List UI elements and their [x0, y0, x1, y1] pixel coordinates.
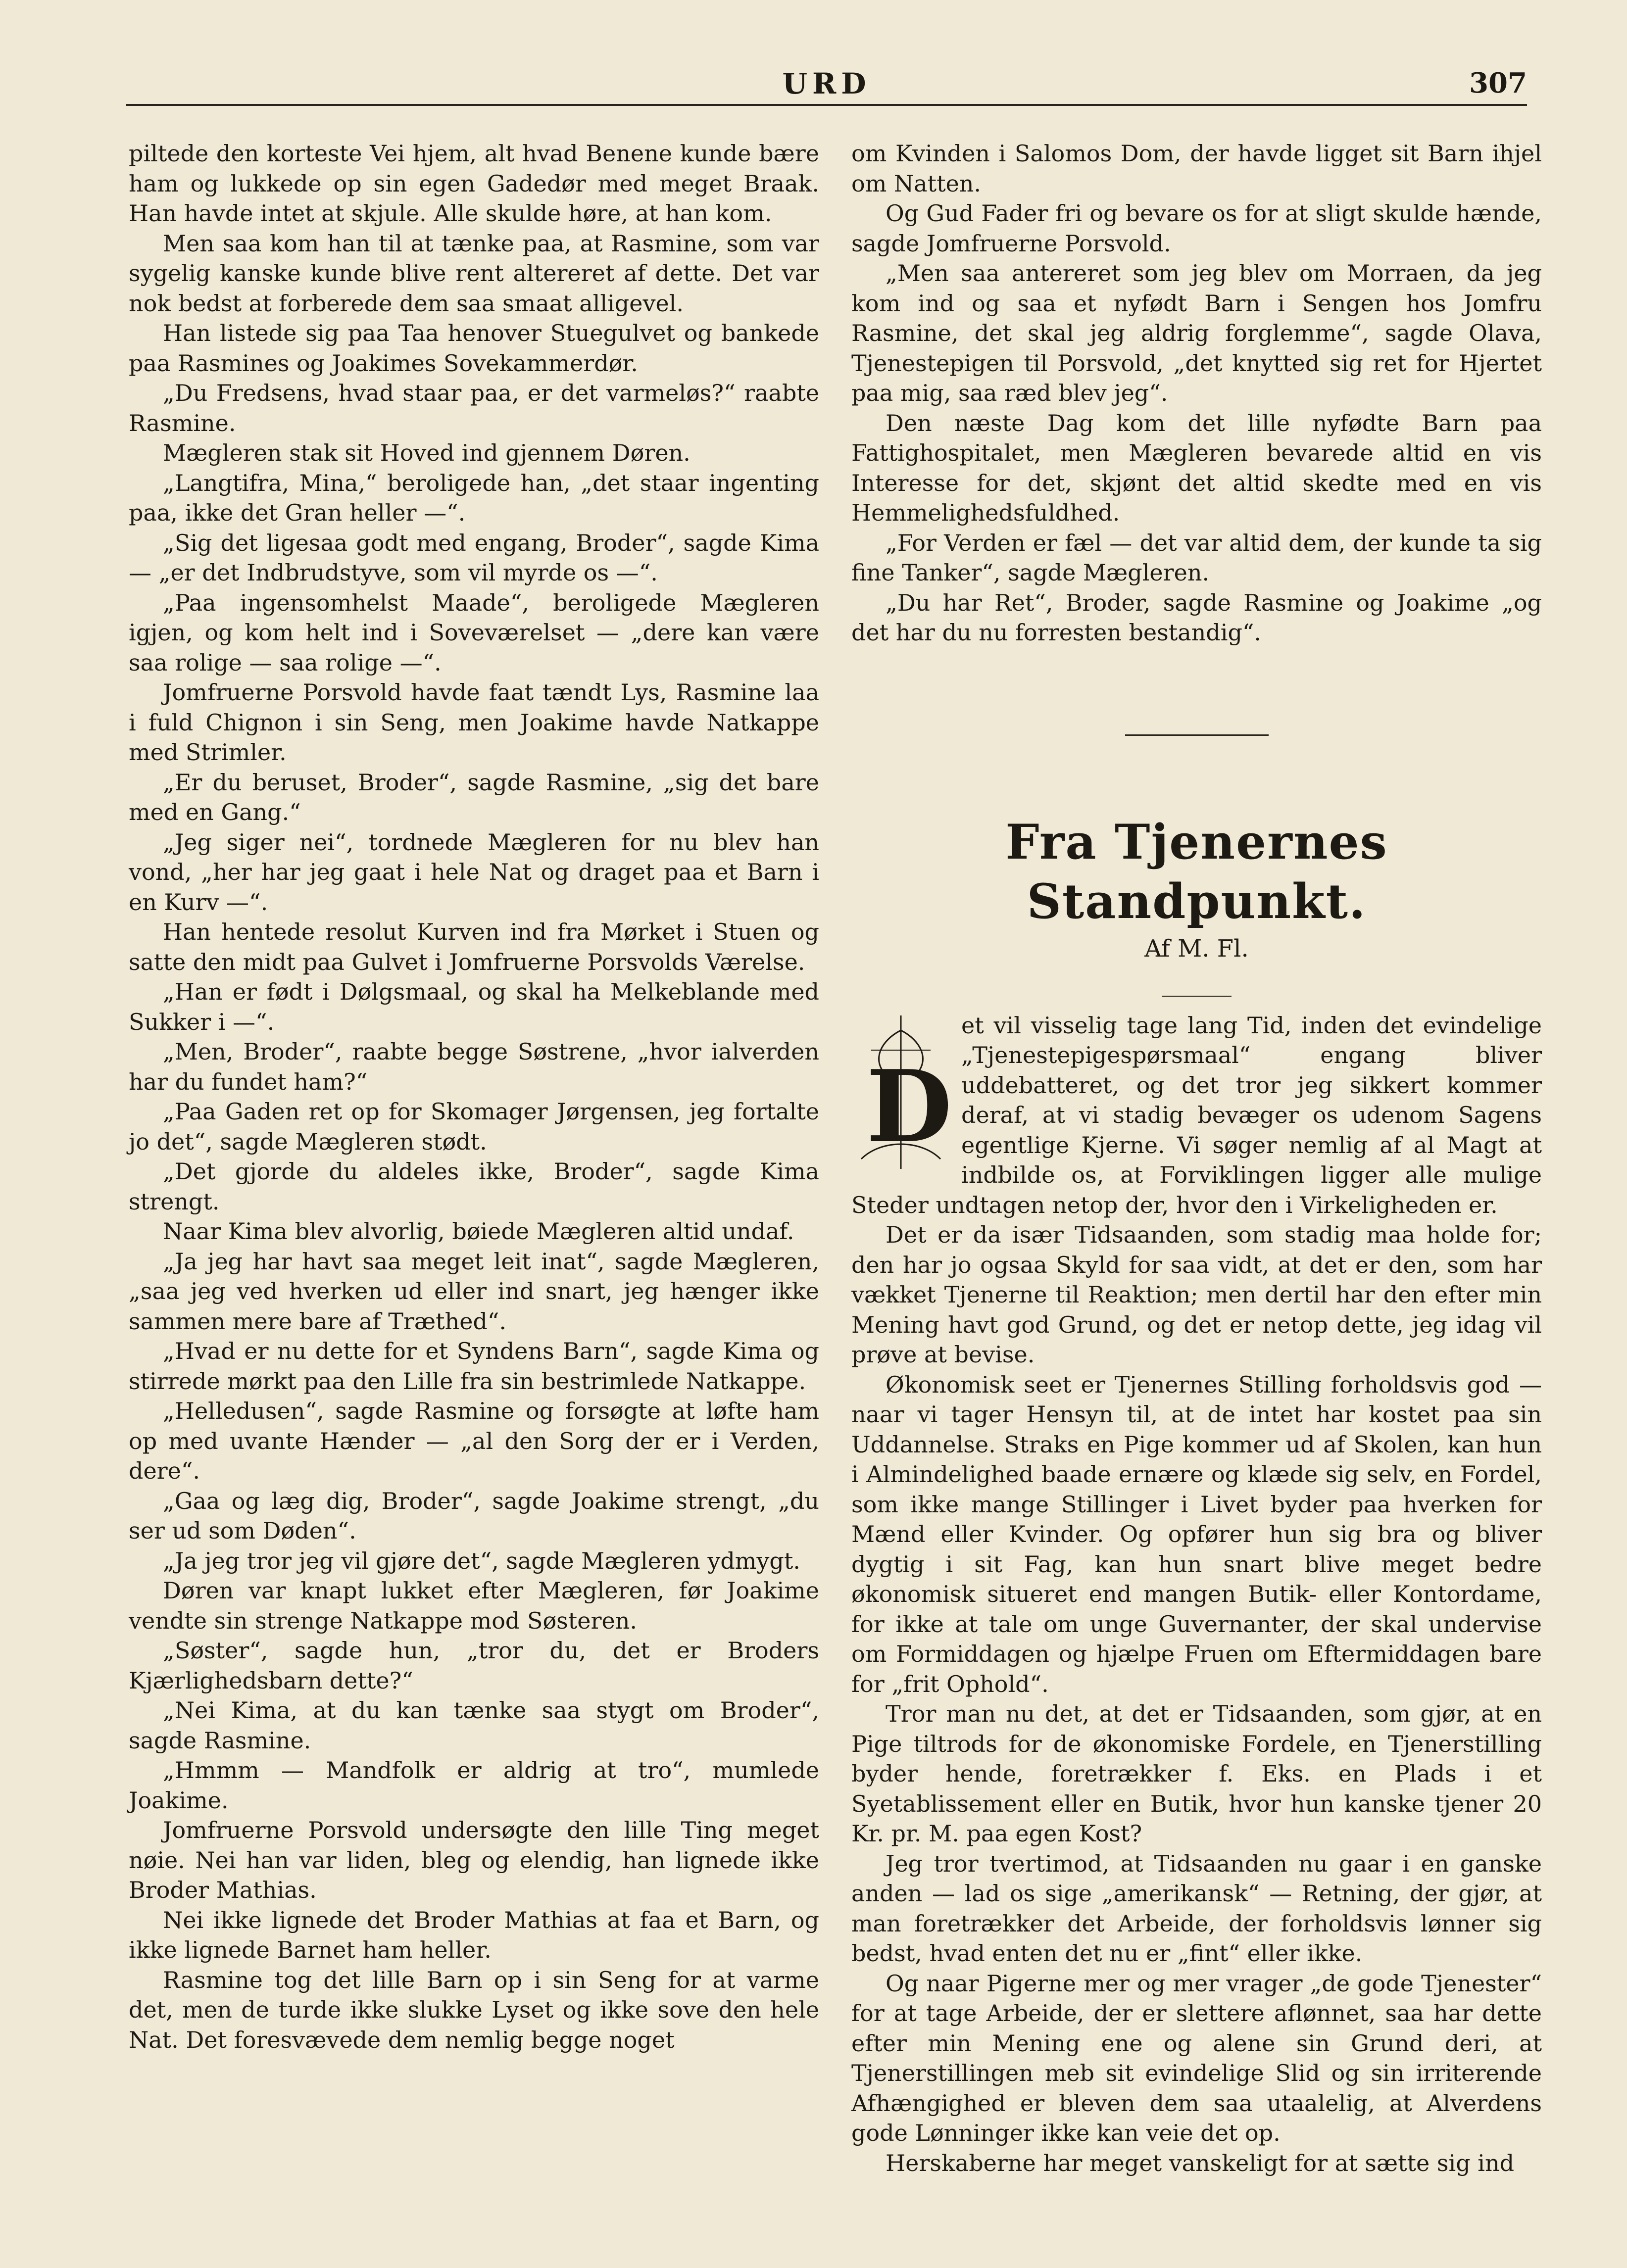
dropcap-ornament	[851, 1011, 950, 1174]
article-byline: Af M. Fl.	[1144, 934, 1249, 963]
paragraph: piltede den korteste Vei hjem, alt hvad Benene kunde bære ham og lukkede op sin egen Gadedør med meget Braak. Han havde intet at skjule. Alle skulde høre, at han kom.	[129, 140, 819, 227]
paragraph: „Paa ingensomhelst Maade“, beroligede Mægleren igjen, og kom helt ind i Soveværelset — „dere kan være saa rolige — saa rolige —“.	[129, 589, 819, 676]
paragraph: „Du Fredsens, hvad staar paa, er det varmeløs?“ raabte Rasmine.	[129, 380, 819, 436]
paragraph: et vil visselig tage lang Tid, inden det evindelige „Tjenestepigespørsmaal“ engang bliver uddebatteret, og det tror jeg sikkert kommer deraf, at vi stadig bevæger os udenom Sagens egentlige Kjerne. Vi søger nemlig af al Magt at indbilde os, at Forviklingen ligger alle mulige Steder undtagen netop der, hvor den i Virkeligheden er.	[851, 1012, 1542, 1218]
paragraph: Herskaberne har meget vanskeligt for at sætte sig ind	[886, 2149, 1515, 2176]
paragraph: Naar Kima blev alvorlig, bøiede Mægleren altid undaf.	[163, 1218, 794, 1245]
paragraph: Og naar Pigerne mer og mer vrager „de gode Tjenester“ for at tage Arbeide, der er slettere aflønnet, saa har dette efter min Mening ene og alene sin Grund deri, at Tjenerstillingen meb sit evindelige Slid og sin irriterende Afhængighed er bleven dem saa utaalelig, at Alverdens gode Lønninger ikke kan veie det op.	[851, 1970, 1542, 2146]
paragraph: Jomfruerne Porsvold undersøgte den lille Ting meget nøie. Nei han var liden, bleg og elendig, han lignede ikke Broder Mathias.	[129, 1817, 819, 1903]
paragraph: Døren var knapt lukket efter Mægleren, før Joakime vendte sin strenge Natkappe mod Søsteren.	[129, 1577, 819, 1634]
running-title: URD	[782, 67, 871, 100]
paragraph: „Er du beruset, Broder“, sagde Rasmine, „sig det bare med en Gang.“	[129, 769, 819, 825]
paragraph: Jomfruerne Porsvold havde faat tændt Lys, Rasmine laa i fuld Chignon i sin Seng, men Joakime havde Natkappe med Strimler.	[129, 679, 819, 766]
paragraph: Og Gud Fader fri og bevare os for at sligt skulde hænde, sagde Jomfruerne Porsvold.	[851, 200, 1542, 257]
right-column	[851, 139, 1542, 2178]
story-ending	[851, 139, 1542, 648]
paragraph: „For Verden er fæl — det var altid dem, der kunde ta sig fine Tanker“, sagde Mægleren.	[851, 529, 1542, 586]
dropcap-letter: D	[866, 1048, 952, 1165]
paragraph: Han hentede resolut Kurven ind fra Mørket i Stuen og satte den midt paa Gulvet i Jomfruerne Porsvolds Værelse.	[129, 918, 819, 975]
paragraph: „Gaa og læg dig, Broder“, sagde Joakime strengt, „du ser ud som Døden“.	[129, 1487, 819, 1544]
article-title: Fra Tjenernes Standpunkt.	[1005, 814, 1388, 929]
paragraph: Jeg tror tvertimod, at Tidsaanden nu gaar i en ganske anden — lad os sige „amerikansk“ — Retning, der gjør, at man foretrækker det Arbeide, der forholdsvis lønner sig bedst, hvad enten det nu er „fint“ eller ikke.	[851, 1850, 1542, 1967]
paragraph: „Du har Ret“, Broder, sagde Rasmine og Joakime „og det har du nu forresten bestandig“.	[851, 589, 1542, 646]
page-header	[126, 62, 1527, 106]
paragraph: „Det gjorde du aldeles ikke, Broder“, sagde Kima strengt.	[129, 1158, 819, 1215]
paragraph: „Hmmm — Mandfolk er aldrig at tro“, mumlede Joakime.	[129, 1757, 819, 1814]
left-column	[129, 139, 819, 2055]
paragraph: „Nei Kima, at du kan tænke saa stygt om Broder“, sagde Rasmine.	[129, 1697, 819, 1754]
paragraph: „Men saa antereret som jeg blev om Morraen, da jeg kom ind og saa et nyfødt Barn i Sengen hos Jomfru Rasmine, det skal jeg aldrig forglemme“, sagde Olava, Tjenestepigen til Porsvold, „det knytted sig ret for Hjertet paa mig, saa ræd blev jeg“.	[851, 260, 1542, 406]
paragraph: Han listede sig paa Taa henover Stuegulvet og bankede paa Rasmines og Joakimes Sovekammerdør.	[129, 320, 819, 377]
paragraph: Den næste Dag kom det lille nyfødte Barn paa Fattighospitalet, men Mægleren bevarede altid en vis Interesse for det, skjønt det altid skedte med en vis Hemmelighedsfuldhed.	[851, 409, 1542, 526]
paragraph: „Sig det ligesaa godt med engang, Broder“, sagde Kima — „er det Indbrudstyve, som vil myrde os —“.	[129, 529, 819, 586]
paragraph: „Langtifra, Mina,“ beroligede han, „det staar ingenting paa, ikke det Gran heller —“.	[129, 469, 819, 526]
paragraph: Økonomisk seet er Tjenernes Stilling forholdsvis god — naar vi tager Hensyn til, at de intet har kostet paa sin Uddannelse. Straks en Pige kommer ud af Skolen, kan hun i Almindelighed baade ernære og klæde sig selv, en Fordel, som ikke mange Stillinger i Livet byder paa hverken for Mænd eller Kvinder. Og opfører hun sig bra og bliver dygtig i sit Fag, kan hun snart blive meget bedre økonomisk situeret end mangen Butik- eller Kontordame, for ikke at tale om unge Guvernanter, der skal undervise om Formiddagen og hjælpe Fruen om Eftermiddagen bare for „frit Ophold“.	[851, 1371, 1542, 1697]
paragraph: Men saa kom han til at tænke paa, at Rasmine, som var sygelig kanske kunde blive rent altereret af dette. Det var nok bedst at forberede dem saa smaat alligevel.	[129, 230, 819, 317]
paragraph: „Han er født i Dølgsmaal, og skal ha Melkeblande med Sukker i —“.	[129, 978, 819, 1035]
paragraph: „Ja jeg har havt saa meget leit inat“, sagde Mægleren, „saa jeg ved hverken ud eller ind snart, jeg hænger ikke sammen mere bare af Træthed“.	[129, 1248, 819, 1335]
paragraph: „Men, Broder“, raabte begge Søstrene, „hvor ialverden har du fundet ham?“	[129, 1038, 819, 1095]
paragraph: „Hvad er nu dette for et Syndens Barn“, sagde Kima og stirrede mørkt paa den Lille fra sin bestrimlede Natkappe.	[129, 1338, 819, 1395]
paragraph: „Helledusen“, sagde Rasmine og forsøgte at løfte ham op med uvante Hænder — „al den Sorg der er i Verden, dere“.	[129, 1398, 819, 1484]
paragraph: Nei ikke lignede det Broder Mathias at faa et Barn, og ikke lignede Barnet ham heller.	[129, 1906, 819, 1963]
page-number: 307	[1469, 67, 1527, 99]
paragraph: Rasmine tog det lille Barn op i sin Seng for at varme det, men de turde ikke slukke Lyset og ikke sove den hele Nat. Det foresvævede dem nemlig begge noget	[129, 1966, 819, 2053]
paragraph: Tror man nu det, at det er Tidsaanden, som gjør, at en Pige tiltrods for de økonomiske Fordele, en Tjenerstilling byder hende, foretrækker f. Eks. en Plads i et Syetablissement eller en Butik, hvor hun kanske tjener 20 Kr. pr. M. paa egen Kost?	[851, 1700, 1542, 1847]
header-rule	[126, 104, 1527, 106]
paragraph: Mægleren stak sit Hoved ind gjennem Døren.	[163, 439, 690, 466]
paragraph: om Kvinden i Salomos Dom, der havde ligget sit Barn ihjel om Natten.	[851, 140, 1542, 197]
paragraph: „Paa Gaden ret op for Skomager Jørgensen, jeg fortalte jo det“, sagde Mægleren stødt.	[129, 1098, 819, 1155]
paragraph: „Søster“, sagde hun, „tror du, det er Broders Kjærlighedsbarn dette?“	[129, 1637, 819, 1694]
paragraph: „Jeg siger nei“, tordnede Mægleren for nu blev han vond, „her har jeg gaat i hele Nat og draget paa et Barn i en Kurv —“.	[129, 828, 819, 916]
article-paragraphs	[851, 1011, 1542, 2178]
paragraph: „Ja jeg tror jeg vil gjøre det“, sagde Mægleren ydmygt.	[163, 1547, 800, 1574]
paragraph: Det er da især Tidsaanden, som stadig maa holde for; den har jo ogsaa Skyld for saa vidt, at det er den, som har vækket Tjenerne til Reaktion; men dertil har den efter min Mening havt god Grund, og det er netop dette, jeg idag vil prøve at bevise.	[851, 1221, 1542, 1368]
article-body	[851, 1011, 1542, 2178]
